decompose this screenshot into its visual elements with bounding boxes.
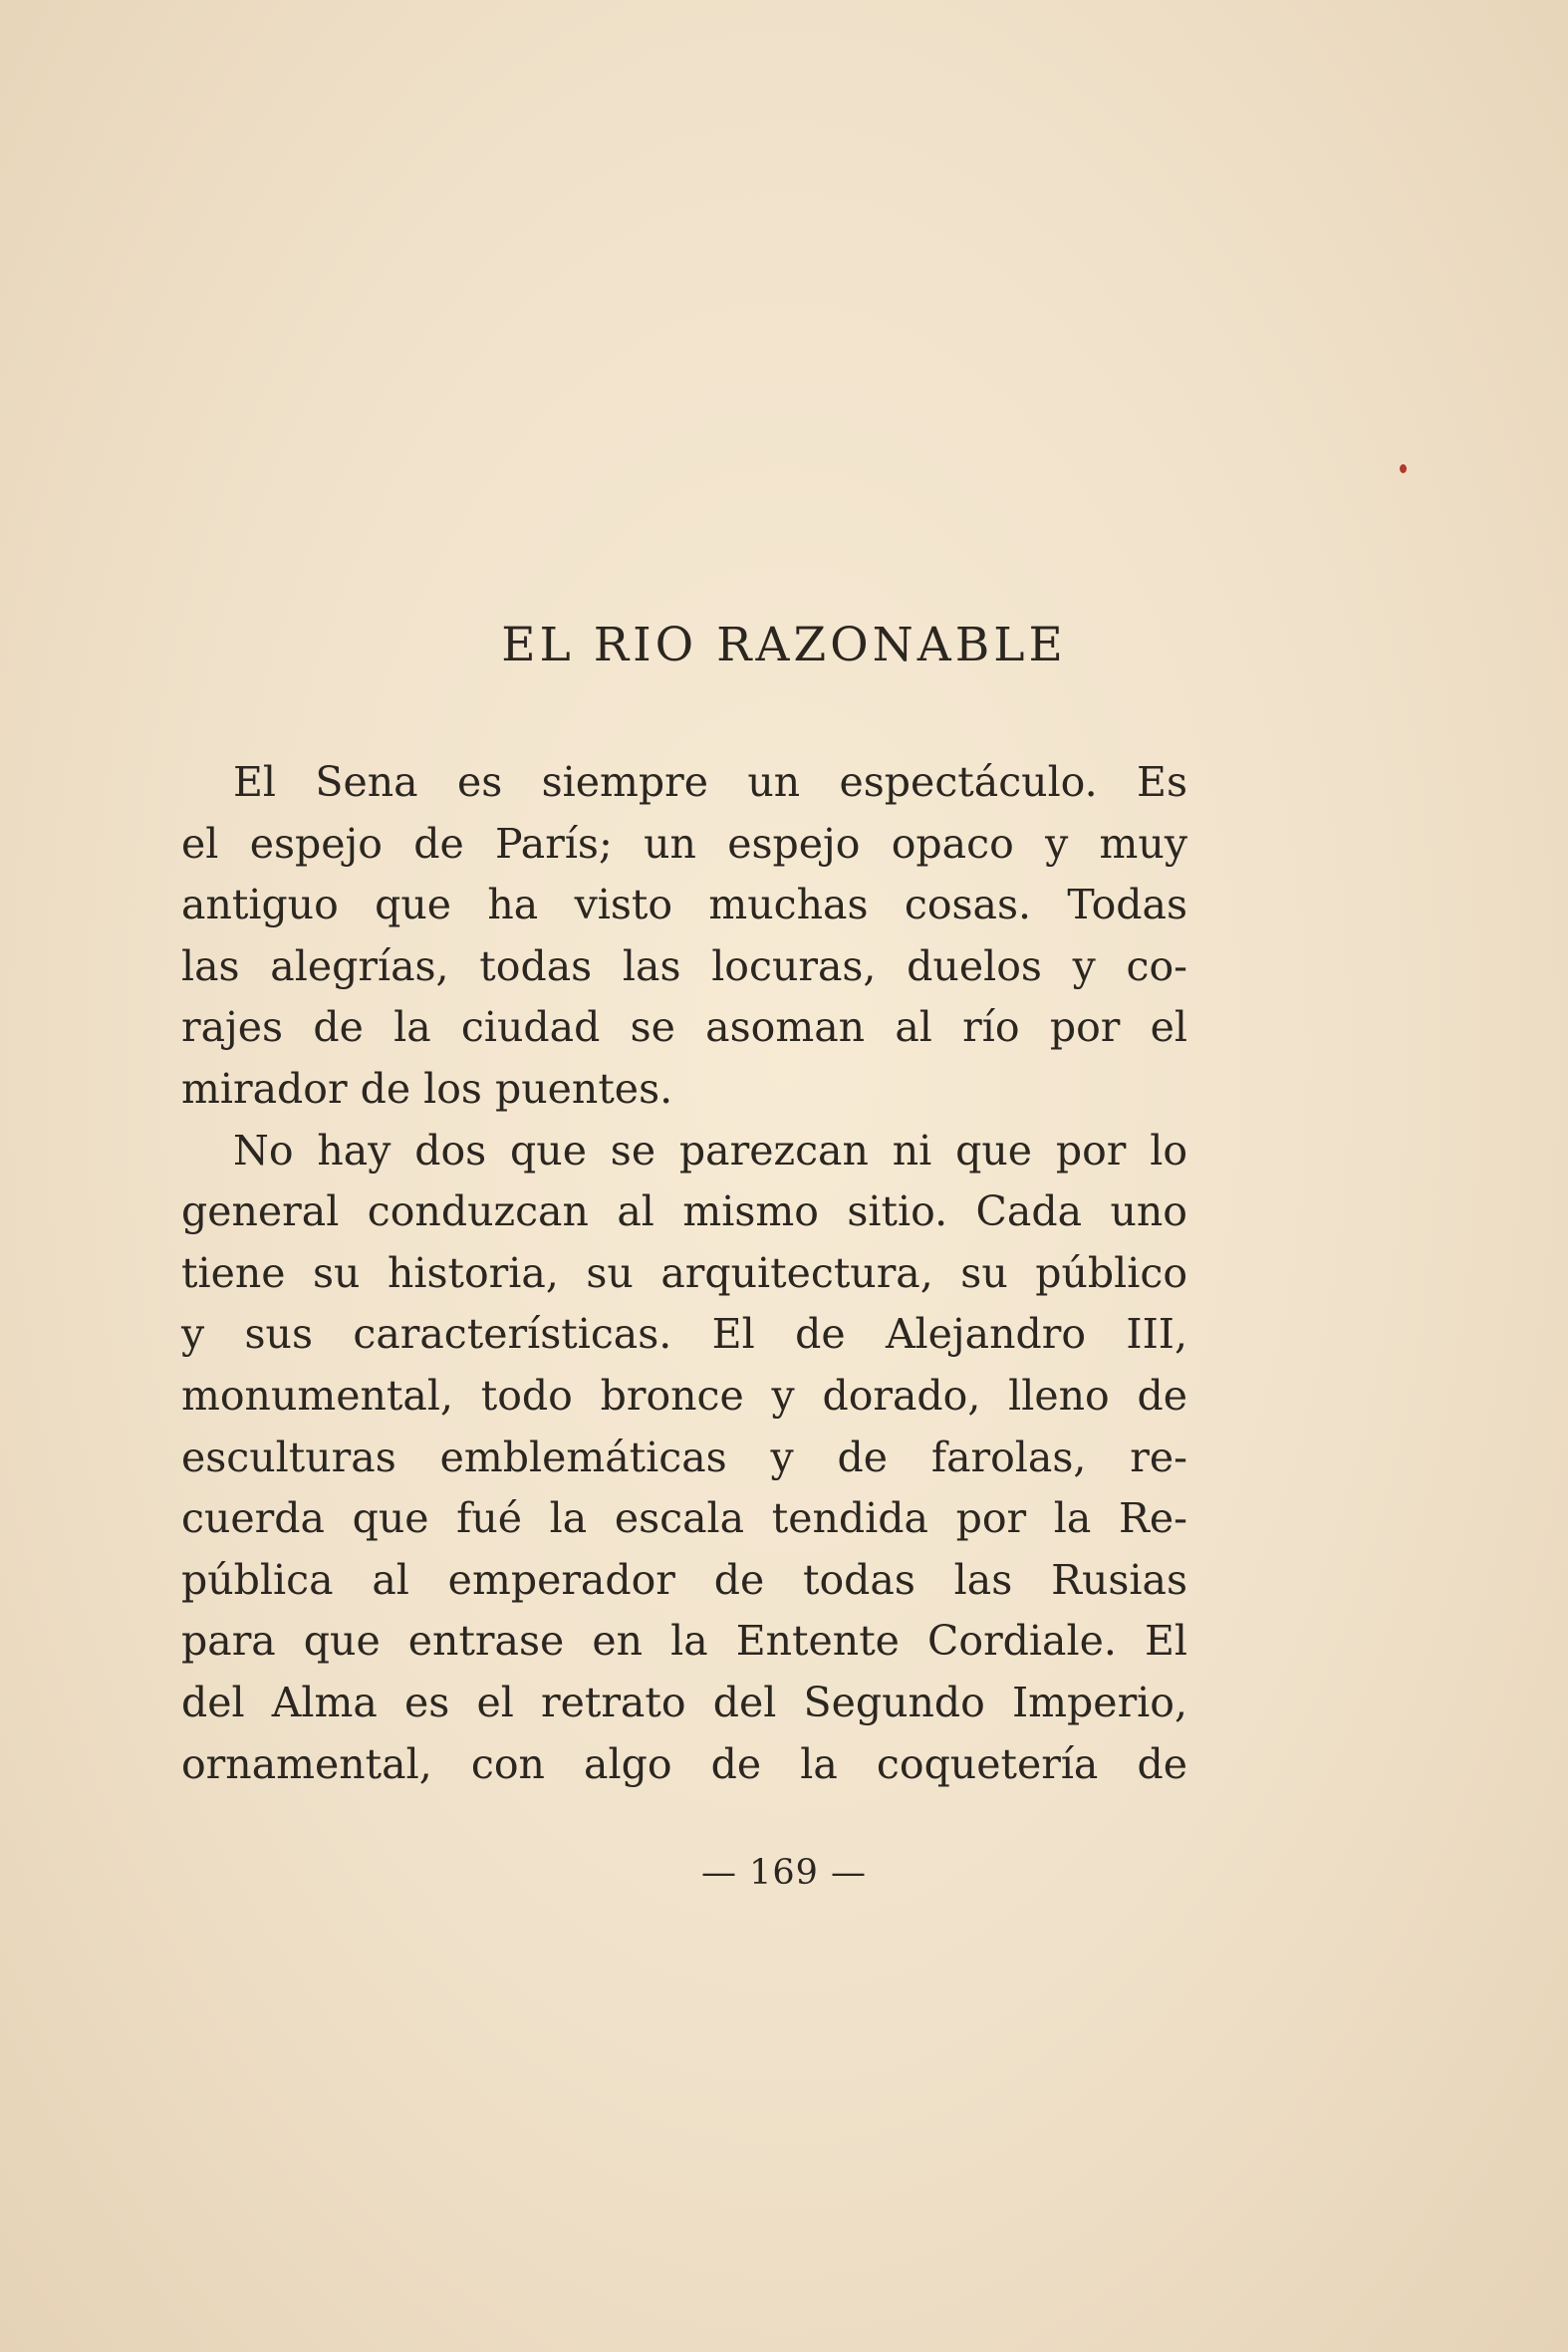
text-line: tiene su historia, su arquitectura, su público — [181, 1248, 1187, 1297]
ink-spot — [1400, 464, 1407, 473]
text-line: para que entrase en la Entente Cordiale. El — [181, 1617, 1187, 1666]
text-line: del Alma es el retrato del Segundo Imperio, — [181, 1678, 1187, 1726]
text-line: pública al emperador de todas las Rusias — [181, 1555, 1187, 1604]
text-line: general conduzcan al mismo sitio. Cada uno — [181, 1187, 1187, 1236]
page-number: — 169 — — [700, 1853, 868, 1893]
text-line: rajes de la ciudad se asoman al río por el — [181, 1003, 1187, 1052]
body-text — [181, 752, 1187, 1795]
chapter-title: EL RIO RAZONABLE — [501, 618, 1067, 672]
text-line: cuerda que fué la escala tendida por la Re- — [181, 1494, 1187, 1543]
text-line: monumental, todo bronce y dorado, lleno de — [181, 1371, 1187, 1420]
text-line: las alegrías, todas las locuras, duelos y co- — [181, 941, 1187, 990]
text-line: No hay dos que se parezcan ni que por lo — [233, 1126, 1187, 1175]
text-line: el espejo de París; un espejo opaco y muy — [181, 819, 1187, 868]
text-line: esculturas emblemáticas y de farolas, re- — [181, 1433, 1187, 1481]
text-line: mirador de los puentes. — [181, 1064, 673, 1113]
text-line: El Sena es siempre un espectáculo. Es — [233, 758, 1187, 806]
text-line: ornamental, con algo de la coquetería de — [181, 1739, 1187, 1788]
text-line: y sus características. El de Alejandro III, — [181, 1310, 1187, 1359]
text-line: antiguo que ha visto muchas cosas. Todas — [181, 881, 1187, 929]
